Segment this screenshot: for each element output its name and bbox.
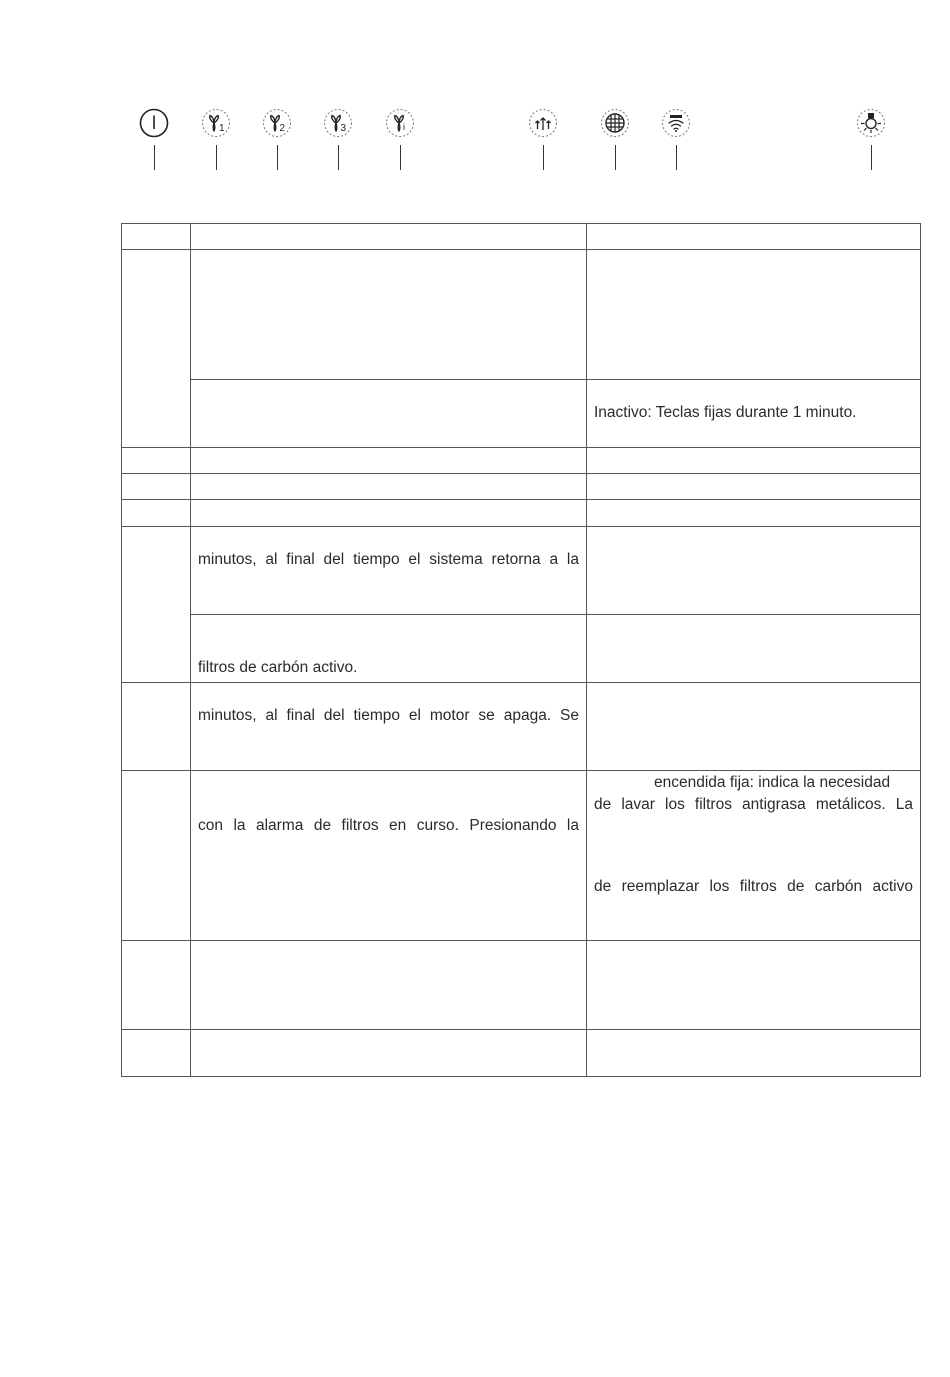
table-divider (121, 473, 921, 474)
table-cell: de reemplazar los filtros de carbón activo (594, 878, 913, 895)
callout-line (216, 145, 217, 170)
table-cell: minutos, al final del tiempo el motor se apaga. Se (198, 707, 579, 724)
svg-text:3: 3 (340, 123, 347, 134)
table-divider (121, 940, 921, 941)
callout-line (154, 145, 155, 170)
table-border (121, 1076, 921, 1077)
power-icon (138, 107, 170, 139)
svg-text:i: i (403, 122, 405, 132)
fan-speed-2-icon (261, 107, 293, 139)
table-cell: Inactivo: Teclas fijas durante 1 minuto. (594, 404, 857, 421)
table-divider (190, 614, 921, 615)
table-cell: de lavar los filtros antigrasa metálicos. La (594, 796, 913, 813)
callout-line (615, 145, 616, 170)
callout-line (871, 145, 872, 170)
callout-line (277, 145, 278, 170)
callout-line (543, 145, 544, 170)
table-divider (121, 1029, 921, 1030)
table-cell: filtros de carbón activo. (198, 659, 358, 676)
fan-speed-1-icon (200, 107, 232, 139)
table-divider (586, 223, 587, 1077)
table-cell: minutos, al final del tiempo el sistema retorna a la (198, 551, 579, 568)
svg-text:1: 1 (219, 123, 225, 134)
callout-line (400, 145, 401, 170)
air-purify-icon (527, 107, 559, 139)
table-divider (121, 770, 921, 771)
table-divider (121, 499, 921, 500)
svg-text:2: 2 (279, 123, 286, 134)
wifi-hood-icon (660, 107, 692, 139)
callout-line (676, 145, 677, 170)
grease-filter-icon (599, 107, 631, 139)
table-cell: encendida fija: indica la necesidad (654, 774, 891, 791)
light-icon (855, 107, 887, 139)
table-divider (121, 249, 921, 250)
callout-line (338, 145, 339, 170)
table-divider (190, 379, 921, 380)
table-divider (121, 682, 921, 683)
table-border (121, 223, 921, 224)
table-divider (121, 526, 921, 527)
fan-speed-3-icon (322, 107, 354, 139)
table-divider (190, 223, 191, 1077)
table-divider (121, 447, 921, 448)
fan-intensive-icon (384, 107, 416, 139)
table-border (920, 223, 921, 1077)
table-cell: con la alarma de filtros en curso. Presionando la (198, 817, 579, 834)
table-border (121, 223, 122, 1077)
